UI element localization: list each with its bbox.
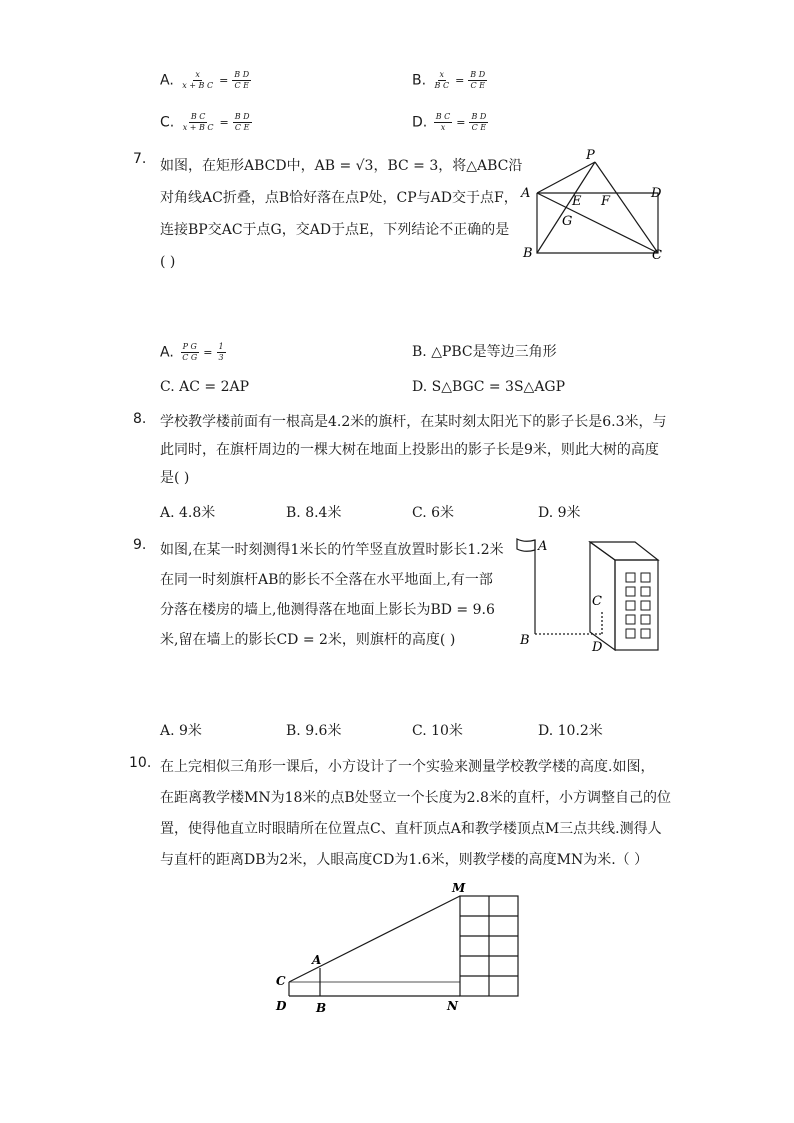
q6-a-frac-right: $\frac{\text{B D}}{\text{C E}}$: [234, 70, 250, 90]
q7-label-g: G: [562, 214, 573, 229]
q8-line-1: 学校教学楼前面有一根高是4.2米的旗杆，在某时刻太阳光下的影子长是6.3米，与: [160, 414, 667, 430]
q10-label-b: B: [316, 1001, 327, 1015]
q6-b-frac-left: $\frac{x}{\text{B C}}$: [434, 70, 450, 90]
q9-option-a[interactable]: A. 9米: [160, 723, 202, 739]
q9-building-front: [615, 560, 658, 650]
q10-label-m: M: [452, 881, 466, 895]
q7-label-d: D: [651, 186, 662, 201]
q10-label-c: C: [276, 974, 286, 988]
q7-option-c[interactable]: C. AC = 2AP: [160, 379, 250, 395]
q7-number: 7.: [133, 151, 147, 167]
q6-option-c-letter: C.: [160, 114, 175, 131]
q9-building-top: [590, 542, 658, 560]
q8-option-b[interactable]: B. 8.4米: [286, 505, 342, 521]
q6-c-frac-right: $\frac{\text{B D}}{\text{C E}}$: [234, 112, 250, 132]
q9-option-d[interactable]: D. 10.2米: [538, 723, 603, 739]
q10-line-2: 在距离教学楼MN为18米的点B处竖立一个长度为2.8米的直杆，小方调整自己的位: [160, 790, 671, 806]
q9-line-2: 在同一时刻旗杆AB的影长不全落在水平地面上,有一部: [160, 572, 493, 588]
q6-option-d-letter: D.: [412, 114, 428, 131]
q6-option-b-letter: B.: [412, 72, 427, 89]
q10-stem: [160, 752, 671, 876]
q9-flag: [517, 539, 535, 551]
q9-label-c: C: [592, 594, 602, 609]
q9-line-4: 米,留在墙上的影长CD = 2米，则旗杆的高度( ): [160, 632, 456, 648]
q7-line-3: 连接BP交AC于点G，交AD于点E，下列结论不正确的是: [160, 222, 510, 238]
q7-label-f: F: [601, 194, 611, 209]
q9-windows: [626, 573, 650, 638]
q6-option-a[interactable]: A. $\frac{x}{\text{x + B C}}$ = $\frac{\text{B D}}{\text{C E}}$: [160, 70, 250, 90]
q6-a-frac-left: $\frac{x}{\text{x + B C}}$: [182, 70, 214, 90]
q6-d-frac-right: $\frac{\text{B D}}{\text{C E}}$: [471, 112, 487, 132]
q7-option-d[interactable]: D. S△BGC = 3S△AGP: [412, 379, 566, 395]
q8-option-d[interactable]: D. 9米: [538, 505, 581, 521]
q7-label-a: A: [521, 186, 531, 201]
q8-line-2: 此同时，在旗杆周边的一棵大树在地面上投影出的影子长是9米，则此大树的高度: [160, 442, 659, 458]
q8-option-c[interactable]: C. 6米: [412, 505, 455, 521]
q9-label-b: B: [520, 633, 530, 648]
q9-line-1: 如图,在某一时刻测得1米长的竹竿竖直放置时影长1.2米: [160, 542, 504, 558]
q7-stem: [160, 150, 522, 278]
q10-label-a: A: [312, 953, 322, 967]
q6-option-c[interactable]: C. $\frac{\text{B C}}{\text{x + B C}}$ = $\frac{\text{B D}}{\text{C E}}$: [160, 112, 250, 132]
q9-option-c[interactable]: C. 10米: [412, 723, 463, 739]
q8-number: 8.: [133, 411, 147, 427]
q8-line-3: 是( ): [160, 470, 190, 486]
q7-line-2: 对角线AC折叠，点B恰好落在点P处，CP与AD交于点F，: [160, 190, 518, 206]
q7-line-ap: [537, 162, 595, 193]
q7-line-bp: [537, 162, 595, 253]
q7-a-frac-left: $\frac{\text{P G}}{\text{C G}}$: [182, 342, 198, 362]
q7-option-a[interactable]: A. $\frac{\text{P G}}{\text{C G}}$ = $\frac{1}{3}$: [160, 342, 224, 362]
q7-diagonal-ac: [537, 193, 658, 253]
q6-option-b[interactable]: B. $\frac{x}{\text{B C}}$ = $\frac{\text{B D}}{\text{C E}}$: [412, 70, 486, 90]
q6-option-d[interactable]: D. $\frac{\text{B C}}{x}$ = $\frac{\text{B D}}{\text{C E}}$: [412, 112, 487, 132]
q10-number: 10.: [129, 755, 152, 771]
q8-stem: [160, 408, 667, 492]
q7-label-e: E: [572, 194, 582, 209]
q9-label-a: A: [538, 539, 548, 554]
q7-option-b[interactable]: B. △PBC是等边三角形: [412, 344, 557, 360]
q6-c-frac-left: $\frac{\text{B C}}{\text{x + B C}}$: [182, 112, 214, 132]
q9-stem: [160, 535, 504, 655]
q7-line-4: ( ): [160, 254, 176, 270]
q7-label-b: B: [523, 246, 533, 261]
q9-label-d: D: [592, 640, 603, 655]
q7-a-frac-right: $\frac{1}{3}$: [218, 342, 224, 362]
q7-label-c: C: [652, 248, 662, 263]
q8-option-a[interactable]: A. 4.8米: [160, 505, 216, 521]
q7-label-p: P: [586, 148, 595, 163]
q9-number: 9.: [133, 537, 147, 553]
q10-label-n: N: [447, 999, 458, 1013]
q6-d-frac-left: $\frac{\text{B C}}{x}$: [435, 112, 451, 132]
q6-b-frac-right: $\frac{\text{B D}}{\text{C E}}$: [470, 70, 486, 90]
q7-option-a-letter: A.: [160, 344, 174, 361]
q7-line-1: 如图，在矩形ABCD中，AB = √3，BC = 3，将△ABC沿: [160, 158, 523, 174]
q9-line-3: 分落在楼房的墙上,他测得落在地面上影长为BD = 9.6: [160, 602, 495, 618]
q6-option-a-letter: A.: [160, 72, 174, 89]
q10-line-1: 在上完相似三角形一课后，小方设计了一个实验来测量学校教学楼的高度.如图，: [160, 759, 655, 775]
q10-sightline: [289, 896, 460, 982]
q10-figure: [270, 876, 530, 1016]
q10-line-3: 置，使得他直立时眼睛所在位置点C、直杆顶点A和教学楼顶点M三点共线.测得人: [160, 821, 662, 837]
q9-figure: [510, 530, 670, 655]
q10-label-d: D: [276, 999, 287, 1013]
q7-figure: [510, 145, 670, 265]
q9-option-b[interactable]: B. 9.6米: [286, 723, 342, 739]
q10-line-4: 与直杆的距离DB为2米，人眼高度CD为1.6米，则教学楼的高度MN为米.（ ）: [160, 852, 649, 868]
